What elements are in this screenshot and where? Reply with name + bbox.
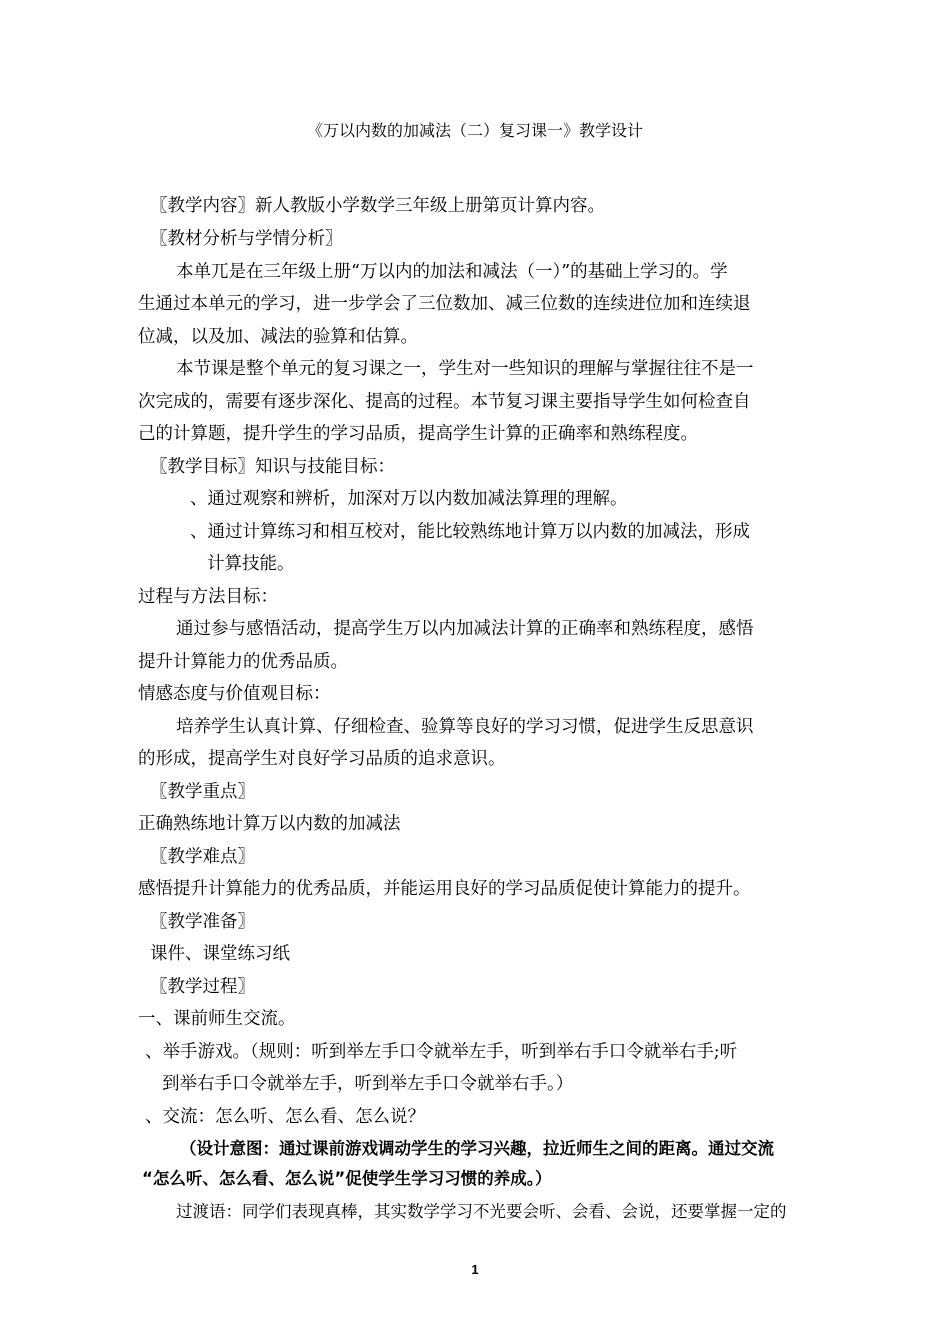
text-line: 到举右手口令就举左手，听到举左手口令就举右手。） (162, 1074, 574, 1094)
text-line: 本节课是整个单元的复习课之一，学生对一些知识的理解与掌握往往不是一 (176, 359, 754, 379)
text-line: 、交流：怎么听、怎么看、怎么说？ (145, 1107, 425, 1127)
text-line: 通过参与感悟活动，提高学生万以内加减法计算的正确率和熟练程度，感悟 (176, 619, 754, 639)
text-line: 一、课前师生交流。 (138, 1009, 296, 1029)
text-line: 次完成的，需要有逐步深化、提高的过程。本节复习课主要指导学生如何检查自 (138, 392, 751, 412)
text-line: 己的计算题，提升学生的学习品质，提高学生计算的正确率和熟练程度。 (138, 424, 698, 444)
text-line: 〖教材分析与学情分析〗 (150, 229, 343, 249)
text-line: 计算技能。 (207, 554, 295, 574)
text-line: 感悟提升计算能力的优秀品质，并能运用良好的学习品质促使计算能力的提升。 (138, 879, 751, 899)
document-title: 《万以内数的加减法（二）复习课一》教学设计 (306, 121, 643, 140)
text-line: 提升计算能力的优秀品质。 (138, 652, 348, 672)
design-intent-line: “怎么听、怎么看、怎么说”促使学生学习习惯的养成。） (142, 1169, 552, 1188)
text-line: 〖教学准备〗 (150, 912, 255, 932)
text-line: 课件、课堂练习纸 (150, 944, 290, 964)
text-line: 〖教学过程〗 (150, 977, 255, 997)
text-line: 的形成，提高学生对良好学习品质的追求意识。 (138, 749, 506, 769)
text-line: 过渡语：同学们表现真棒，其实数学学习不光要会听、会看、会说，还要掌握一定的 (176, 1202, 787, 1221)
text-line: 〖教学目标〗知识与技能目标： (150, 457, 395, 477)
text-line: 、通过计算练习和相互校对，能比较熟练地计算万以内数的加减法，形成 (190, 522, 750, 542)
text-line: 、通过观察和辨析，加深对万以内数加减法算理的理解。 (190, 489, 628, 509)
text-line: 过程与方法目标： (138, 587, 278, 607)
design-intent-line: （设计意图：通过课前游戏调动学生的学习兴趣，拉近师生之间的距离。通过交流 (180, 1139, 774, 1158)
text-line: 位减，以及加、减法的验算和估算。 (138, 327, 418, 347)
text-line: 〖教学重点〗 (150, 782, 255, 802)
text-line: 本单兀是在三年级上册“万以内的加法和减法（一）”的基础上学习的。学 (176, 262, 728, 282)
text-line: 生通过本单元的学习，进一步学会了三位数加、减三位数的连续进位加和连续退 (138, 294, 751, 314)
page-number: 1 (471, 1262, 479, 1277)
text-line: 〖教学难点〗 (150, 847, 255, 867)
text-line: 、举手游戏。（规则：听到举左手口令就举左手，听到举右手口令就举右手;听 (145, 1042, 738, 1062)
text-line: 正确熟练地计算万以内数的加减法 (138, 814, 401, 834)
text-line: 培养学生认真计算、仔细检查、验算等良好的学习习惯，促进学生反思意识 (176, 717, 754, 737)
text-line: 情感态度与价值观目标： (138, 684, 331, 704)
text-line: 〖教学内容〗新人教版小学数学三年级上册第页计算内容。 (150, 196, 605, 216)
